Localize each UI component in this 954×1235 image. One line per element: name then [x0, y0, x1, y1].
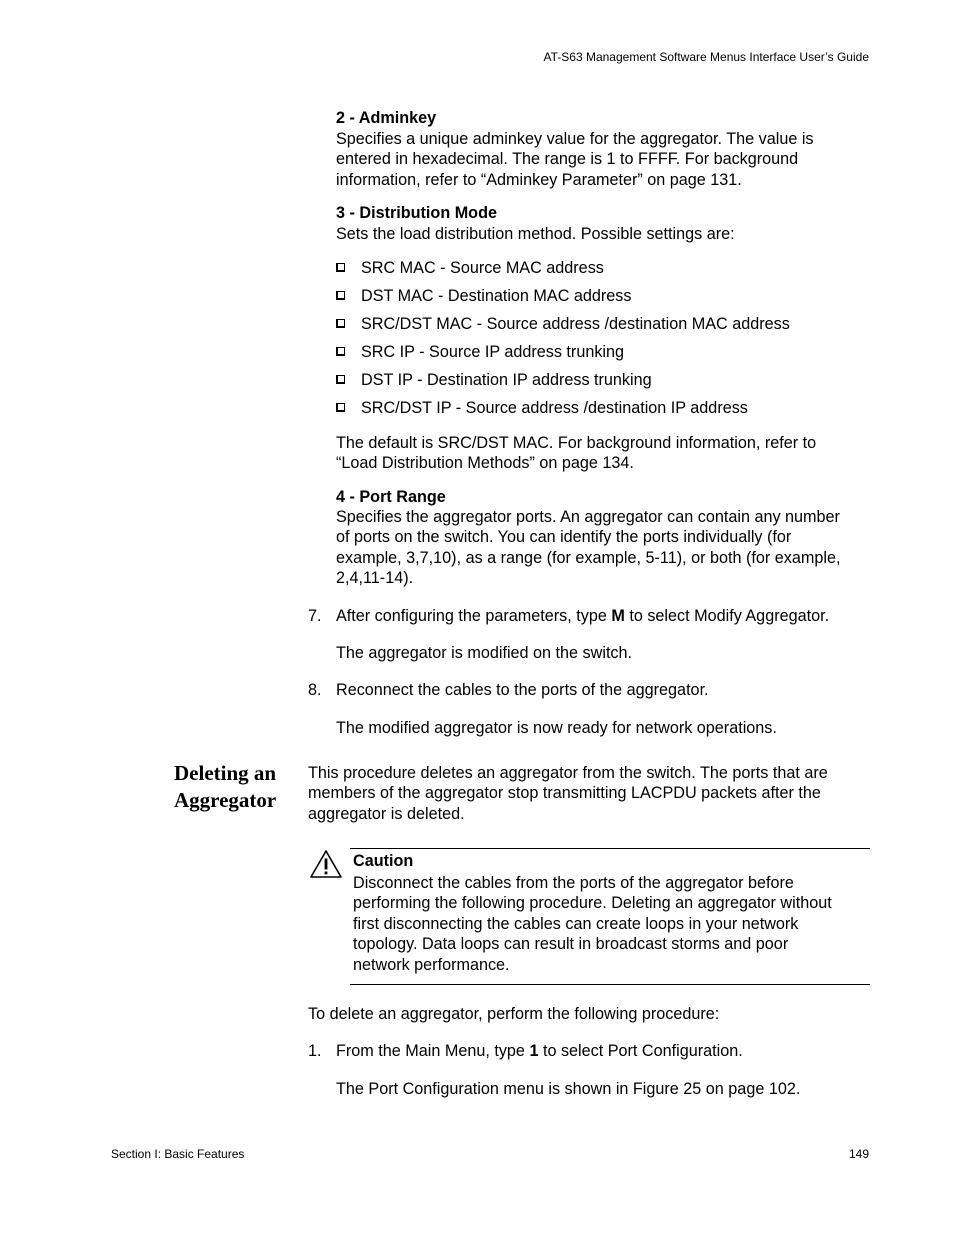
- text-line: Disconnect the cables from the ports of the aggregator before: [353, 874, 794, 892]
- checkbox-bullet-icon: [336, 263, 345, 272]
- text-line: of ports on the switch. You can identify the ports individually (for: [336, 528, 792, 547]
- list-item: SRC MAC - Source MAC address: [336, 258, 604, 278]
- text-line: network performance.: [353, 955, 510, 974]
- list-item: DST IP - Destination IP address trunking: [336, 370, 652, 390]
- checkbox-bullet-icon: [336, 347, 345, 356]
- step-7-result: The aggregator is modified on the switch.: [336, 644, 633, 662]
- text-line: aggregator is deleted.: [308, 804, 465, 823]
- running-header: AT-S63 Management Software Menus Interface User’s Guide: [543, 50, 869, 64]
- caution-title: Caution: [353, 852, 414, 870]
- step-1-text: From the Main Menu, type 1 to select Port Configuration.: [336, 1042, 743, 1060]
- procedure-intro: To delete an aggregator, perform the following procedure:: [308, 1005, 720, 1023]
- text-line: “Load Distribution Methods” on page 134.: [336, 454, 634, 473]
- text-line: example, 3,7,10), as a range (for example, 5-11), or both (for example,: [336, 548, 841, 567]
- list-item: SRC/DST MAC - Source address /destination MAC address: [336, 314, 790, 334]
- section-intro: [308, 763, 868, 824]
- section-heading: Deleting an Aggregator: [174, 761, 277, 812]
- step-8-text: Reconnect the cables to the ports of the aggregator.: [336, 681, 709, 699]
- text-line: first disconnecting the cables can create loops in your network: [353, 914, 799, 933]
- text-line: Specifies the aggregator ports. An aggregator can contain any number: [336, 508, 840, 526]
- text-line: topology. Data loops can result in broadcast storms and poor: [353, 935, 789, 954]
- distribution-intro: Sets the load distribution method. Possible settings are:: [336, 225, 735, 243]
- step-number: 8.: [308, 681, 322, 699]
- warning-triangle-icon: [309, 849, 343, 879]
- distribution-default: [336, 433, 876, 474]
- adminkey-heading: 2 - Adminkey: [336, 109, 437, 127]
- text-line: This procedure deletes an aggregator from the switch. The ports that are: [308, 764, 828, 782]
- caution-text: [353, 873, 873, 975]
- step-8-result: The modified aggregator is now ready for network operations.: [336, 719, 777, 737]
- list-item: DST MAC - Destination MAC address: [336, 286, 631, 306]
- text-line: The default is SRC/DST MAC. For background information, refer to: [336, 434, 817, 452]
- checkbox-bullet-icon: [336, 291, 345, 300]
- page-number: 149: [848, 1147, 869, 1161]
- text-line: members of the aggregator stop transmitting LACPDU packets after the: [308, 784, 821, 803]
- text-line: performing the following procedure. Deleting an aggregator without: [353, 894, 832, 913]
- key-label: M: [611, 607, 625, 625]
- footer-section: Section I: Basic Features: [111, 1147, 245, 1161]
- step-7-text: After configuring the parameters, type M to select Modify Aggregator.: [336, 607, 830, 625]
- caution-bottom-rule: [350, 984, 870, 985]
- text-line: Specifies a unique adminkey value for the aggregator. The value is: [336, 130, 814, 148]
- list-item: SRC IP - Source IP address trunking: [336, 342, 624, 362]
- list-item: SRC/DST IP - Source address /destination IP address: [336, 398, 748, 418]
- checkbox-bullet-icon: [336, 319, 345, 328]
- adminkey-description: [336, 129, 876, 190]
- checkbox-bullet-icon: [336, 375, 345, 384]
- distribution-heading: 3 - Distribution Mode: [336, 204, 497, 222]
- key-label: 1: [529, 1042, 539, 1060]
- checkbox-bullet-icon: [336, 403, 345, 412]
- step-number: 7.: [308, 607, 322, 625]
- text-line: entered in hexadecimal. The range is 1 to FFFF. For background: [336, 150, 799, 169]
- port-range-description: [336, 507, 876, 589]
- step-number: 1.: [308, 1042, 322, 1060]
- text-line: information, refer to “Adminkey Parameter” on page 131.: [336, 170, 742, 189]
- port-range-heading: 4 - Port Range: [336, 488, 446, 506]
- text-line: 2,4,11-14).: [336, 569, 414, 588]
- caution-top-rule: [350, 848, 870, 849]
- step-1-result: The Port Configuration menu is shown in Figure 25 on page 102.: [336, 1080, 801, 1098]
